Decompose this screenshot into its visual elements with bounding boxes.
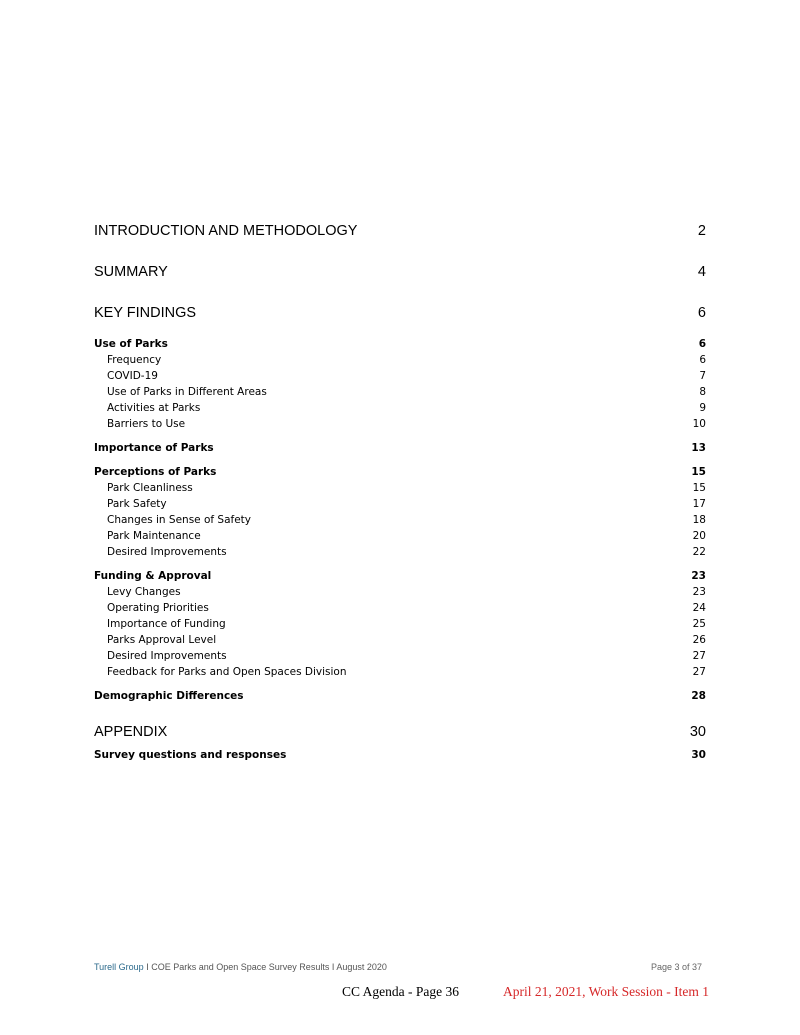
footer-left xyxy=(94,962,387,972)
footer-separator: I xyxy=(331,962,335,972)
toc-label: Park Cleanliness xyxy=(107,482,193,494)
toc-subentry[interactable] xyxy=(94,616,706,632)
toc-subentry[interactable] xyxy=(94,384,706,400)
toc-entry-introduction[interactable] xyxy=(94,221,706,262)
toc-subentry[interactable] xyxy=(94,368,706,384)
toc-subentry[interactable] xyxy=(94,544,706,560)
toc-subentry[interactable] xyxy=(94,352,706,368)
toc-page: 23 xyxy=(692,586,706,598)
toc-label: Demographic Differences xyxy=(94,690,244,702)
footer-page-number: Page 3 of 37 xyxy=(650,962,702,972)
toc-subentry[interactable] xyxy=(94,496,706,512)
toc-page: 15 xyxy=(692,482,706,494)
footer-date: August 2020 xyxy=(336,962,387,972)
table-of-contents xyxy=(94,221,706,763)
toc-entry-key-findings[interactable] xyxy=(94,303,706,336)
toc-page: 6 xyxy=(699,354,706,366)
toc-subentry[interactable] xyxy=(94,584,706,600)
toc-page: 22 xyxy=(692,546,706,558)
toc-label: Barriers to Use xyxy=(107,418,186,430)
toc-page: 17 xyxy=(692,498,706,510)
toc-label: Use of Parks in Different Areas xyxy=(107,386,267,398)
toc-label: Levy Changes xyxy=(107,586,181,598)
toc-label: Funding & Approval xyxy=(94,570,212,582)
toc-label: INTRODUCTION AND METHODOLOGY xyxy=(94,223,358,239)
toc-label: Park Maintenance xyxy=(107,530,201,542)
toc-label: Survey questions and responses xyxy=(94,749,287,761)
toc-page: 13 xyxy=(691,442,706,454)
toc-page: 27 xyxy=(692,650,706,662)
agenda-item-label: April 21, 2021, Work Session - Item 1 xyxy=(503,984,710,999)
toc-label: Perceptions of Parks xyxy=(94,466,217,478)
toc-section-perceptions-of-parks[interactable] xyxy=(94,464,706,480)
toc-page: 4 xyxy=(697,264,706,280)
toc-subentry[interactable] xyxy=(94,648,706,664)
toc-label: Operating Priorities xyxy=(107,602,209,614)
toc-label: Desired Improvements xyxy=(107,546,227,558)
toc-subentry[interactable] xyxy=(94,664,706,680)
toc-page: 26 xyxy=(692,634,706,646)
toc-label: Park Safety xyxy=(107,498,167,510)
toc-subentry[interactable] xyxy=(94,512,706,528)
toc-subentry[interactable] xyxy=(94,400,706,416)
toc-label: Importance of Funding xyxy=(107,618,226,630)
toc-label: Activities at Parks xyxy=(107,402,201,414)
toc-label: COVID-19 xyxy=(107,370,158,382)
toc-label: KEY FINDINGS xyxy=(94,305,197,321)
toc-page: 7 xyxy=(699,370,706,382)
toc-page: 18 xyxy=(692,514,706,526)
toc-label: Parks Approval Level xyxy=(107,634,217,646)
toc-page: 24 xyxy=(692,602,706,614)
toc-page: 10 xyxy=(692,418,706,430)
footer-separator: I xyxy=(146,962,149,972)
toc-entry-summary[interactable] xyxy=(94,262,706,303)
toc-label: Feedback for Parks and Open Spaces Division xyxy=(107,666,347,678)
toc-page: 6 xyxy=(698,338,706,350)
agenda-stamp xyxy=(0,984,800,1004)
toc-subentry[interactable] xyxy=(94,528,706,544)
toc-label: Frequency xyxy=(107,354,162,366)
toc-label: SUMMARY xyxy=(94,264,168,280)
toc-page: 20 xyxy=(692,530,706,542)
toc-label: APPENDIX xyxy=(94,724,168,740)
footer-brand: Turell Group xyxy=(94,962,144,972)
toc-section-survey-questions[interactable] xyxy=(94,747,706,763)
toc-page: 27 xyxy=(692,666,706,678)
toc-label: Use of Parks xyxy=(94,338,168,350)
toc-page: 9 xyxy=(699,402,706,414)
footer-doc-title: COE Parks and Open Space Survey Results xyxy=(151,962,330,972)
toc-page: 23 xyxy=(691,570,706,582)
toc-subentry[interactable] xyxy=(94,632,706,648)
toc-subentry[interactable] xyxy=(94,600,706,616)
toc-page: 2 xyxy=(697,223,706,239)
toc-section-importance-of-parks[interactable] xyxy=(94,440,706,456)
toc-section-funding-approval[interactable] xyxy=(94,568,706,584)
toc-page: 25 xyxy=(692,618,706,630)
toc-entry-appendix[interactable] xyxy=(94,722,706,747)
toc-label: Importance of Parks xyxy=(94,442,214,454)
agenda-page-label: CC Agenda - Page 36 xyxy=(342,984,459,999)
toc-label: Desired Improvements xyxy=(107,650,227,662)
toc-page: 28 xyxy=(691,690,706,702)
toc-page: 30 xyxy=(689,724,706,740)
page-footer xyxy=(94,962,706,972)
toc-page: 30 xyxy=(691,749,706,761)
toc-section-use-of-parks[interactable] xyxy=(94,336,706,352)
toc-label: Changes in Sense of Safety xyxy=(107,514,252,526)
toc-page: 8 xyxy=(699,386,706,398)
toc-page: 6 xyxy=(697,305,706,321)
toc-page: 15 xyxy=(691,466,706,478)
toc-section-demographic-differences[interactable] xyxy=(94,688,706,704)
toc-subentry[interactable] xyxy=(94,416,706,432)
toc-subentry[interactable] xyxy=(94,480,706,496)
